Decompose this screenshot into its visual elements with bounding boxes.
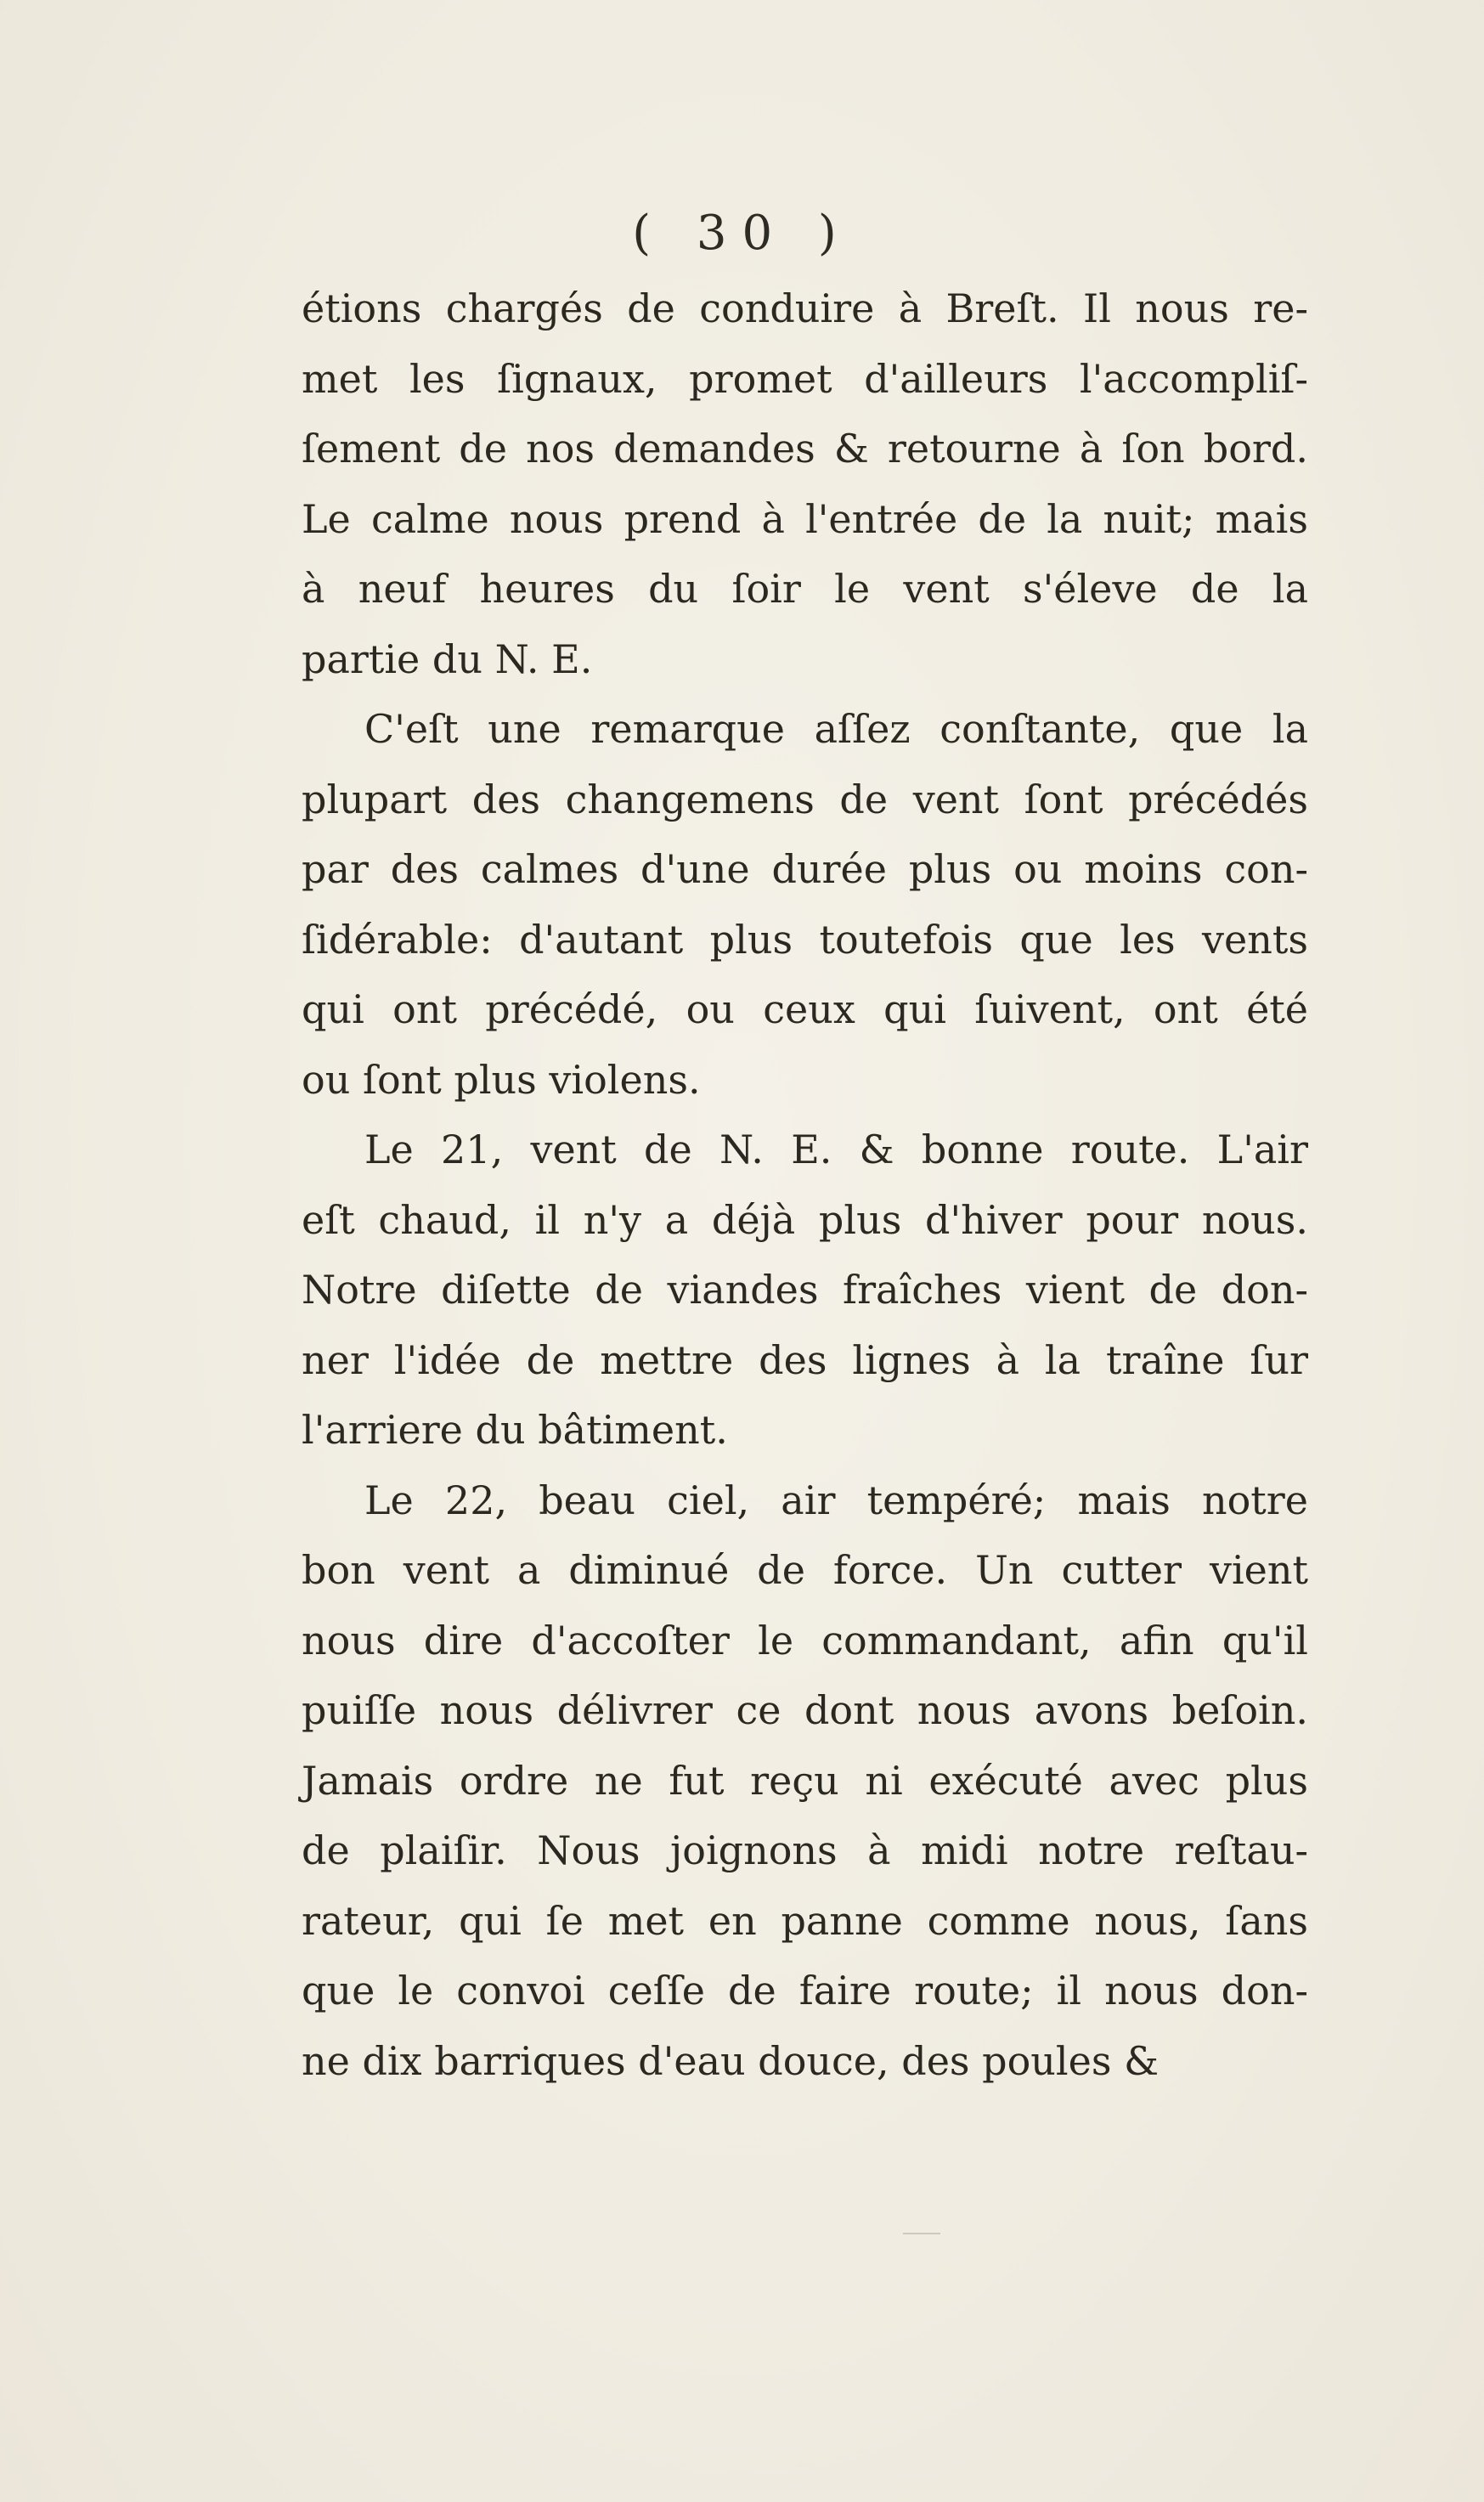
- text-line: ou ſont plus violens.: [302, 1056, 701, 1103]
- text-line: Le 22, beau ciel, air tempéré; mais notre: [364, 1477, 1308, 1523]
- text-line: par des calmes d'une durée plus ou moins con-: [302, 846, 1308, 892]
- text-line: partie du N. E.: [302, 635, 593, 682]
- text-line: eſt chaud, il n'y a déjà plus d'hiver pour nous.: [302, 1196, 1308, 1243]
- text-line: bon vent a diminué de force. Un cutter vient: [302, 1547, 1308, 1593]
- text-line: à neuf heures du ſoir le vent s'éleve de la: [302, 566, 1308, 612]
- text-line: Notre diſette de viandes fraîches vient de don-: [302, 1267, 1308, 1313]
- text-line: puiſſe nous délivrer ce dont nous avons beſoin.: [302, 1687, 1308, 1733]
- text-line: Le 21, vent de N. E. & bonne route. L'air: [364, 1127, 1308, 1172]
- text-line: plupart des changemens de vent ſont précédés: [302, 776, 1308, 822]
- text-line: ne dix barriques d'eau douce, des poules &: [302, 2037, 1160, 2084]
- text-line: nous dire d'accoſter le commandant, afin qu'il: [302, 1617, 1308, 1663]
- text-line: Le calme nous prend à l'entrée de la nuit; mais: [302, 495, 1308, 542]
- text-line: ner l'idée de mettre des lignes à la traîne ſur: [302, 1336, 1308, 1383]
- body-text: [302, 274, 1308, 2096]
- text-line: l'arriere du bâtiment.: [302, 1407, 728, 1453]
- page-number: ( 30 ): [632, 206, 852, 261]
- text-line: rateur, qui ſe met en panne comme nous, ſans: [302, 1897, 1308, 1944]
- text-line: ſidérable: d'autant plus toutefois que les vents: [302, 916, 1308, 963]
- catchword-mark: [903, 2233, 940, 2234]
- text-line: C'eſt une remarque aſſez conſtante, que la: [364, 706, 1308, 752]
- text-line: met les ſignaux, promet d'ailleurs l'accompliſ-: [302, 355, 1308, 402]
- text-line: ſement de nos demandes & retourne à ſon bord.: [302, 426, 1308, 472]
- text-line: que le convoi ceſſe de faire route; il nous don-: [302, 1968, 1308, 2013]
- text-line: Jamais ordre ne fut reçu ni exécuté avec plus: [302, 1757, 1308, 1804]
- text-line: de plaiſir. Nous joignons à midi notre reſtau-: [302, 1827, 1308, 1873]
- text-line: qui ont précédé, ou ceux qui ſuivent, ont été: [302, 986, 1308, 1032]
- text-line: étions chargés de conduire à Breſt. Il nous re-: [302, 285, 1308, 331]
